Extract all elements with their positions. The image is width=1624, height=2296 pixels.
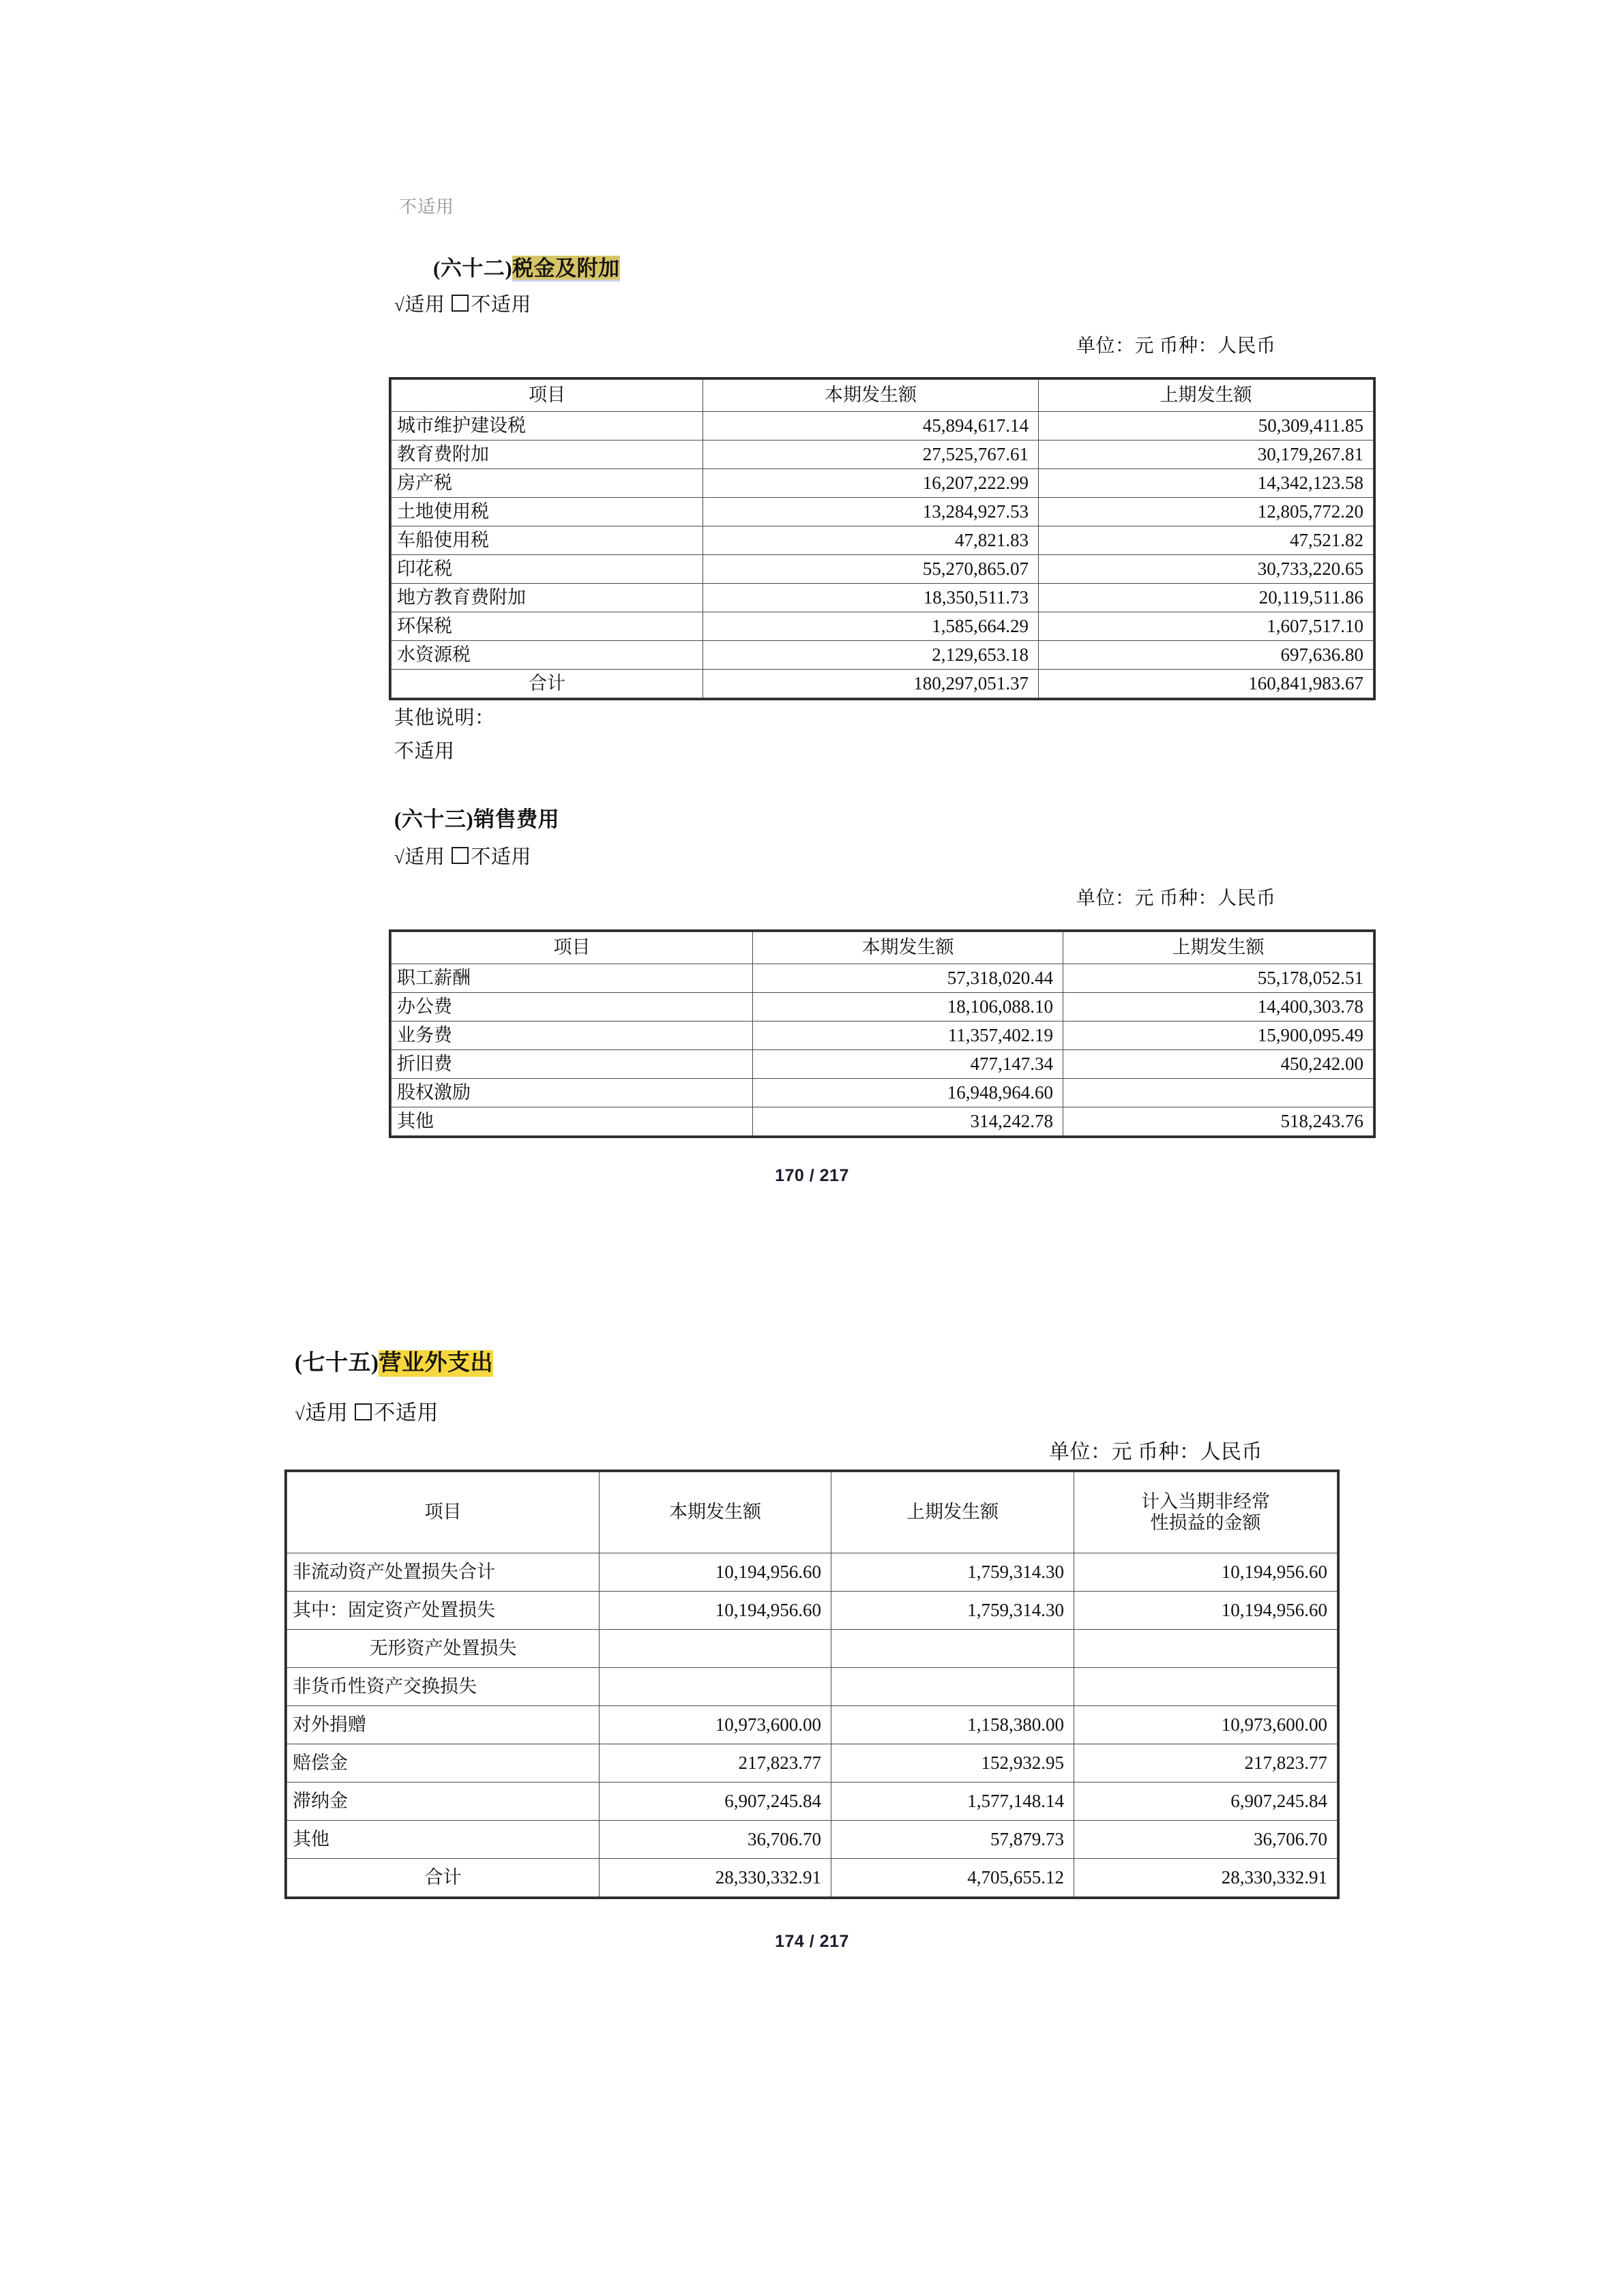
cell-item: 其中：固定资产处置损失 bbox=[287, 1592, 600, 1630]
table-row bbox=[392, 1050, 1374, 1079]
cell-previous: 1,577,148.14 bbox=[831, 1783, 1074, 1821]
cell-current bbox=[600, 1630, 831, 1668]
checkbox-empty-icon[interactable] bbox=[355, 1403, 372, 1420]
table-row bbox=[392, 584, 1374, 612]
cell-previous: 47,521.82 bbox=[1039, 526, 1374, 555]
cell-previous: 697,636.80 bbox=[1039, 641, 1374, 670]
cell-current: 36,706.70 bbox=[600, 1821, 831, 1859]
section-75-unit-line: 单位：元 币种：人民币 bbox=[1049, 1441, 1263, 1463]
cell-total-label: 合计 bbox=[392, 670, 703, 698]
section-63-title-text: 销售费用 bbox=[473, 807, 560, 831]
cell-current: 16,948,964.60 bbox=[753, 1079, 1063, 1107]
col-header-nonrecurring-line2: 性损益的金额 bbox=[1150, 1512, 1261, 1533]
cell-item: 职工薪酬 bbox=[392, 964, 753, 993]
section-63-number: (六十三) bbox=[394, 807, 474, 831]
section-63-unit-line: 单位：元 币种：人民币 bbox=[1076, 888, 1276, 909]
section-62-other-note-value: 不适用 bbox=[394, 741, 455, 762]
cell-previous: 1,607,517.10 bbox=[1039, 612, 1374, 641]
col-header-current: 本期发生额 bbox=[753, 932, 1063, 964]
section-62-table bbox=[391, 379, 1374, 698]
cell-current: 13,284,927.53 bbox=[703, 498, 1039, 526]
applicable-label: 适用 bbox=[404, 294, 445, 316]
section-63-applicability bbox=[394, 841, 531, 869]
not-applicable-label: 不适用 bbox=[471, 846, 531, 868]
table-row bbox=[392, 641, 1374, 670]
table-row bbox=[287, 1783, 1338, 1821]
cell-current: 57,318,020.44 bbox=[753, 964, 1063, 993]
table-row bbox=[287, 1744, 1338, 1783]
cell-item: 城市维护建设税 bbox=[392, 412, 703, 441]
cell-previous: 14,342,123.58 bbox=[1039, 469, 1374, 498]
cell-item: 教育费附加 bbox=[392, 441, 703, 469]
check-mark-icon: √ bbox=[394, 847, 405, 867]
table-row bbox=[287, 1821, 1338, 1859]
cell-current: 27,525,767.61 bbox=[703, 441, 1039, 469]
cell-previous bbox=[831, 1668, 1074, 1706]
cell-previous: 15,900,095.49 bbox=[1063, 1022, 1374, 1050]
cell-current: 18,106,088.10 bbox=[753, 993, 1063, 1022]
table-row bbox=[392, 1107, 1374, 1136]
cell-previous: 14,400,303.78 bbox=[1063, 993, 1374, 1022]
col-header-current: 本期发生额 bbox=[703, 380, 1039, 412]
cell-nonrecurring: 36,706.70 bbox=[1074, 1821, 1338, 1859]
cell-item: 车船使用税 bbox=[392, 526, 703, 555]
cell-item: 股权激励 bbox=[392, 1079, 753, 1107]
cell-nonrecurring: 10,973,600.00 bbox=[1074, 1706, 1338, 1744]
cell-current: 11,357,402.19 bbox=[753, 1022, 1063, 1050]
col-header-previous: 上期发生额 bbox=[831, 1472, 1074, 1553]
check-mark-icon: √ bbox=[394, 295, 405, 315]
cell-item: 赔偿金 bbox=[287, 1744, 600, 1783]
check-mark-icon: √ bbox=[295, 1403, 306, 1424]
cell-previous: 1,759,314.30 bbox=[831, 1592, 1074, 1630]
cell-current: 1,585,664.29 bbox=[703, 612, 1039, 641]
cell-nonrecurring: 6,907,245.84 bbox=[1074, 1783, 1338, 1821]
section-62-applicability bbox=[394, 289, 531, 317]
section-62-other-note-label: 其他说明： bbox=[394, 707, 495, 729]
cell-item: 业务费 bbox=[392, 1022, 753, 1050]
table-row bbox=[287, 1630, 1338, 1668]
cell-previous: 20,119,511.86 bbox=[1039, 584, 1374, 612]
cell-previous: 1,759,314.30 bbox=[831, 1553, 1074, 1592]
table-row bbox=[392, 964, 1374, 993]
cell-nonrecurring: 10,194,956.60 bbox=[1074, 1592, 1338, 1630]
cell-previous bbox=[831, 1630, 1074, 1668]
not-applicable-label: 不适用 bbox=[471, 294, 531, 316]
cell-item: 房产税 bbox=[392, 469, 703, 498]
cell-previous: 50,309,411.85 bbox=[1039, 412, 1374, 441]
checkbox-empty-icon[interactable] bbox=[452, 295, 469, 312]
cell-item: 水资源税 bbox=[392, 641, 703, 670]
clipped-top-text: 不适用 bbox=[399, 197, 455, 217]
col-header-current: 本期发生额 bbox=[600, 1472, 831, 1553]
cell-item: 无形资产处置损失 bbox=[287, 1630, 600, 1668]
cell-current: 217,823.77 bbox=[600, 1744, 831, 1783]
table-row bbox=[392, 412, 1374, 441]
cell-previous: 55,178,052.51 bbox=[1063, 964, 1374, 993]
table-row bbox=[287, 1592, 1338, 1630]
cell-total-nonrecurring: 28,330,332.91 bbox=[1074, 1859, 1338, 1897]
cell-current: 55,270,865.07 bbox=[703, 555, 1039, 584]
cell-item: 其他 bbox=[392, 1107, 753, 1136]
cell-previous: 450,242.00 bbox=[1063, 1050, 1374, 1079]
table-total-row bbox=[287, 1859, 1338, 1897]
table-row bbox=[392, 612, 1374, 641]
checkbox-empty-icon[interactable] bbox=[452, 847, 469, 864]
cell-current: 10,973,600.00 bbox=[600, 1706, 831, 1744]
cell-nonrecurring bbox=[1074, 1668, 1338, 1706]
table-row bbox=[392, 498, 1374, 526]
cell-previous: 1,158,380.00 bbox=[831, 1706, 1074, 1744]
section-75-table bbox=[286, 1472, 1338, 1897]
not-applicable-label: 不适用 bbox=[374, 1401, 439, 1425]
cell-total-previous: 160,841,983.67 bbox=[1039, 670, 1374, 698]
cell-current: 47,821.83 bbox=[703, 526, 1039, 555]
cell-item: 非流动资产处置损失合计 bbox=[287, 1553, 600, 1592]
cell-previous bbox=[1063, 1079, 1374, 1107]
applicable-label: 适用 bbox=[305, 1401, 349, 1425]
section-62-unit-line: 单位：元 币种：人民币 bbox=[1076, 336, 1276, 357]
table-row bbox=[392, 526, 1374, 555]
cell-total-current: 28,330,332.91 bbox=[600, 1859, 831, 1897]
col-header-item: 项目 bbox=[392, 932, 753, 964]
cell-previous: 30,733,220.65 bbox=[1039, 555, 1374, 584]
cell-total-current: 180,297,051.37 bbox=[703, 670, 1039, 698]
cell-item: 环保税 bbox=[392, 612, 703, 641]
cell-item: 滞纳金 bbox=[287, 1783, 600, 1821]
cell-current: 2,129,653.18 bbox=[703, 641, 1039, 670]
col-header-nonrecurring-line1: 计入当期非经常 bbox=[1141, 1491, 1270, 1512]
cell-previous: 30,179,267.81 bbox=[1039, 441, 1374, 469]
col-header-item: 项目 bbox=[287, 1472, 600, 1553]
cell-item: 地方教育费附加 bbox=[392, 584, 703, 612]
cell-previous: 518,243.76 bbox=[1063, 1107, 1374, 1136]
cell-current: 45,894,617.14 bbox=[703, 412, 1039, 441]
section-63-table bbox=[391, 931, 1374, 1136]
table-header-row bbox=[287, 1472, 1338, 1553]
table-row bbox=[392, 1022, 1374, 1050]
table-row bbox=[392, 555, 1374, 584]
cell-current: 314,242.78 bbox=[753, 1107, 1063, 1136]
table-row bbox=[392, 1079, 1374, 1107]
table-row bbox=[287, 1668, 1338, 1706]
cell-current: 10,194,956.60 bbox=[600, 1553, 831, 1592]
cell-item: 其他 bbox=[287, 1821, 600, 1859]
cell-nonrecurring: 10,194,956.60 bbox=[1074, 1553, 1338, 1592]
cell-nonrecurring: 217,823.77 bbox=[1074, 1744, 1338, 1783]
cell-item: 非货币性资产交换损失 bbox=[287, 1668, 600, 1706]
cell-total-previous: 4,705,655.12 bbox=[831, 1859, 1074, 1897]
cell-item: 办公费 bbox=[392, 993, 753, 1022]
cell-total-label: 合计 bbox=[287, 1859, 600, 1897]
cell-current: 16,207,222.99 bbox=[703, 469, 1039, 498]
cell-item: 印花税 bbox=[392, 555, 703, 584]
section-63-title bbox=[394, 802, 559, 833]
cell-item: 折旧费 bbox=[392, 1050, 753, 1079]
section-75-title-text: 营业外支出 bbox=[379, 1351, 493, 1375]
table-row bbox=[287, 1553, 1338, 1592]
section-62-number: (六十二) bbox=[433, 256, 513, 280]
applicable-label: 适用 bbox=[404, 846, 445, 868]
cell-previous: 57,879.73 bbox=[831, 1821, 1074, 1859]
cell-previous: 12,805,772.20 bbox=[1039, 498, 1374, 526]
table-row bbox=[392, 441, 1374, 469]
cell-previous: 152,932.95 bbox=[831, 1744, 1074, 1783]
cell-item: 对外捐赠 bbox=[287, 1706, 600, 1744]
section-75-title bbox=[295, 1345, 493, 1377]
section-75-applicability bbox=[295, 1395, 439, 1426]
col-header-previous: 上期发生额 bbox=[1063, 932, 1374, 964]
cell-item: 土地使用税 bbox=[392, 498, 703, 526]
table-header-row bbox=[392, 380, 1374, 412]
page-footer-170: 170 / 217 bbox=[775, 1166, 849, 1185]
section-75-number: (七十五) bbox=[295, 1351, 379, 1375]
cell-current: 10,194,956.60 bbox=[600, 1592, 831, 1630]
col-header-item: 项目 bbox=[392, 380, 703, 412]
cell-nonrecurring bbox=[1074, 1630, 1338, 1668]
table-header-row bbox=[392, 932, 1374, 964]
section-62-title-text: 税金及附加 bbox=[512, 256, 620, 280]
cell-current: 6,907,245.84 bbox=[600, 1783, 831, 1821]
col-header-previous: 上期发生额 bbox=[1039, 380, 1374, 412]
cell-current: 477,147.34 bbox=[753, 1050, 1063, 1079]
cell-current: 18,350,511.73 bbox=[703, 584, 1039, 612]
table-row bbox=[392, 993, 1374, 1022]
page-footer-174: 174 / 217 bbox=[775, 1932, 849, 1951]
col-header-nonrecurring bbox=[1074, 1472, 1338, 1553]
table-total-row bbox=[392, 670, 1374, 698]
table-row bbox=[392, 469, 1374, 498]
section-62-title bbox=[433, 251, 620, 282]
cell-current bbox=[600, 1668, 831, 1706]
table-row bbox=[287, 1706, 1338, 1744]
